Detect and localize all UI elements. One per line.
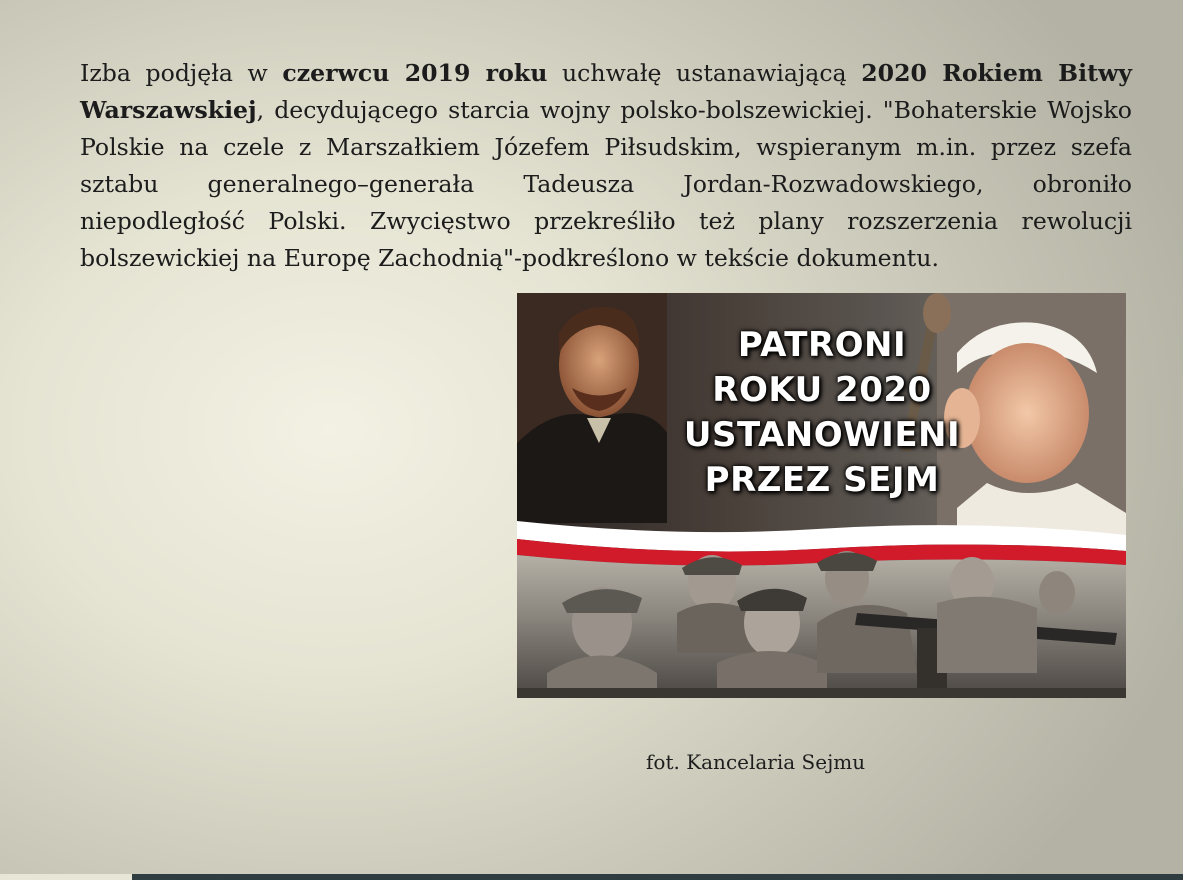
poster-title-line: ROKU 2020 (712, 370, 932, 410)
bottom-bar-left (0, 874, 132, 880)
text-segment: , decydującego starcia wojny polsko-bolszewickiej. "Bohaterskie Wojsko Polskie na czele z Marszałkiem Józefem Piłsudskim, wspieranym m.in. przez szefa sztabu generalnego–generała Tadeusza Jordan-Rozwadowskiego, obroniło niepodległość Polski. Zwycięstwo przekreśliło też plany rozszerzenia rewolucji bolszewickiej na Europę Zachodnią"-podkreślono w tekście dokumentu. (80, 95, 1132, 272)
body-paragraph (80, 55, 1132, 276)
poster-title (672, 323, 972, 503)
bold-year-title: 2020 Rokiem Bitwy Warszawskiej (80, 59, 1132, 124)
text-segment: Izba podjęła w (80, 59, 283, 87)
king-portrait (517, 293, 667, 523)
photo-caption: fot. Kancelaria Sejmu (646, 750, 866, 774)
poster-title-line: PRZEZ SEJM (704, 460, 940, 500)
patrons-poster-image (517, 293, 1126, 698)
text-segment: uchwałę ustanawiającą (547, 59, 862, 87)
bottom-bar (0, 874, 1183, 880)
bold-date: czerwcu 2019 roku (282, 59, 548, 87)
poster-title-line: USTANOWIENI (683, 415, 961, 455)
poster-title-line: PATRONI (737, 325, 907, 365)
soldiers-photo (517, 551, 1126, 698)
